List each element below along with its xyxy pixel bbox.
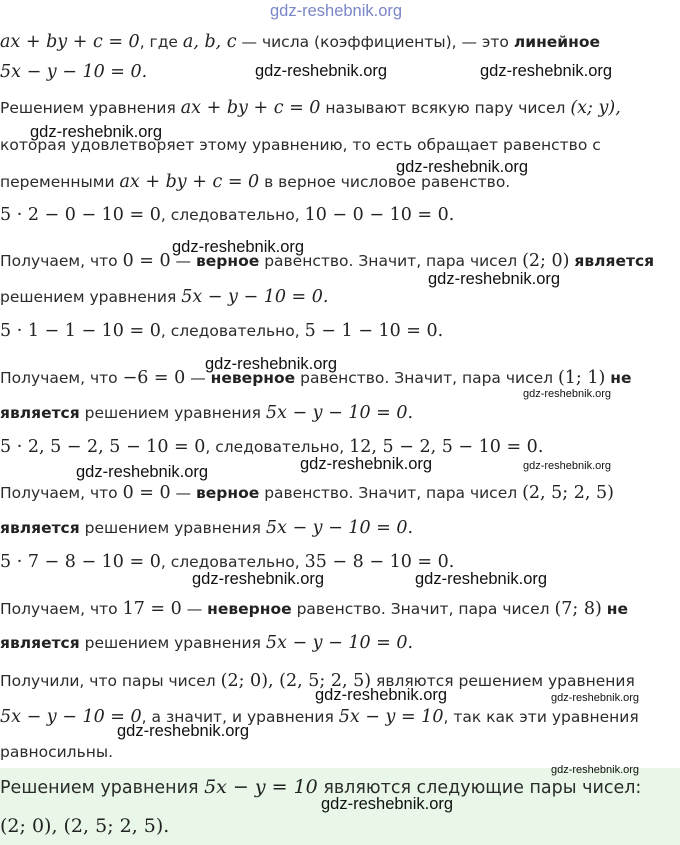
text: , следовательно, — [205, 438, 350, 456]
watermark: gdz-reshebnik.org — [30, 123, 163, 141]
result-eq: −6 = 0 — [122, 368, 186, 388]
watermark: gdz-reshebnik.org — [315, 686, 448, 704]
text: — — [185, 369, 211, 387]
general-equation: ax + by + c = 0 — [0, 32, 140, 52]
watermark: gdz-reshebnik.org — [117, 722, 250, 740]
pair: (7; 8) — [554, 599, 602, 619]
text: — числа (коэффициенты), — это — [236, 33, 514, 51]
solution-definition-line-1 — [0, 97, 621, 119]
text: , следовательно, — [160, 553, 305, 571]
text: — — [170, 252, 196, 270]
verdict: неверное — [210, 369, 296, 387]
calc-result: 5 − 1 − 10 = 0. — [304, 321, 444, 341]
text: равенство. Значит, пара чисел — [259, 484, 523, 502]
pair: (2; 0) — [522, 251, 570, 271]
result-eq: 17 = 0 — [122, 599, 182, 619]
watermark: gdz-reshebnik.org — [300, 455, 433, 473]
text: решением уравнения — [79, 519, 266, 537]
watermark: gdz-reshebnik.org — [523, 460, 612, 472]
status: не — [606, 600, 628, 618]
status: не — [610, 369, 632, 387]
pair: (1; 1) — [557, 368, 606, 388]
solution-definition-line-3 — [0, 171, 510, 193]
check-3-result — [0, 482, 614, 504]
watermark-top: gdz-reshebnik.org — [270, 2, 403, 20]
text: Получили, что пары чисел — [0, 672, 221, 690]
verdict: неверное — [207, 600, 292, 618]
text: Получаем, что — [0, 484, 123, 502]
equation: 5x − y − 10 = 0 — [0, 707, 142, 727]
watermark: gdz-reshebnik.org — [523, 388, 612, 400]
verdict: верное — [195, 252, 260, 270]
pair: (2, 5; 2, 5) — [522, 483, 614, 503]
coefficients: a, b, c — [182, 32, 237, 52]
definition-line-1 — [0, 31, 600, 53]
calc: 5 · 1 − 1 − 10 = 0 — [0, 321, 161, 341]
equation: 5x − y − 10 = 0. — [181, 287, 329, 307]
conclusion-line-2 — [0, 706, 639, 728]
text: Получаем, что — [0, 252, 123, 270]
text: которая удовлетворяет этому уравнению, то есть обращает равенство с — [0, 136, 601, 154]
watermark: gdz-reshebnik.org — [172, 238, 305, 256]
text: решением уравнения — [79, 404, 266, 422]
status: является — [0, 404, 80, 422]
watermark: gdz-reshebnik.org — [192, 570, 325, 588]
check-1-calc — [0, 204, 454, 226]
watermark: gdz-reshebnik.org — [205, 355, 338, 373]
answer-line-2 — [0, 815, 169, 838]
watermark: gdz-reshebnik.org — [480, 62, 613, 80]
check-2-result — [0, 367, 632, 389]
check-3-calc — [0, 436, 543, 458]
watermark: gdz-reshebnik.org — [321, 795, 454, 813]
equation: 5x − y − 10 = 0. — [265, 403, 414, 423]
text: решением уравнения — [0, 288, 182, 306]
watermark: gdz-reshebnik.org — [396, 158, 529, 176]
pairs: (2; 0), (2, 5; 2, 5) — [220, 671, 372, 691]
calc-result: 12, 5 − 2, 5 − 10 = 0. — [349, 437, 544, 457]
text: являются решением уравнения — [371, 672, 635, 690]
check-1-conclusion — [0, 286, 328, 308]
result-eq: 0 = 0 — [122, 251, 171, 271]
watermark: gdz-reshebnik.org — [428, 270, 561, 288]
equation: ax + by + c = 0 — [180, 98, 321, 118]
text: — — [170, 484, 196, 502]
result-eq: 0 = 0 — [122, 483, 171, 503]
status: является — [0, 519, 80, 537]
watermark: gdz-reshebnik.org — [255, 62, 388, 80]
check-3-conclusion — [0, 517, 413, 539]
text: , следовательно, — [160, 322, 305, 340]
pair: (x; y), — [570, 98, 621, 118]
text: , так как эти уравнения — [443, 708, 639, 726]
text: равенство. Значит, пара чисел — [295, 369, 558, 387]
text: в верное числовое равенство. — [259, 173, 511, 191]
check-1-result — [0, 250, 654, 272]
check-4-result — [0, 598, 628, 620]
calc: 5 · 7 − 8 − 10 = 0 — [0, 552, 161, 572]
text: , а значит, и уравнения — [141, 708, 339, 726]
watermark: gdz-reshebnik.org — [551, 692, 640, 704]
text: равенство. Значит, пара чисел — [291, 600, 555, 618]
equation: 5x − y − 10 = 0. — [265, 633, 414, 653]
text: равенство. Значит, пара чисел — [259, 252, 523, 270]
equation: ax + by + c = 0 — [119, 172, 260, 192]
check-2-conclusion — [0, 402, 413, 424]
text: Решением уравнения — [0, 99, 181, 117]
text: называют всякую пару чисел — [320, 99, 571, 117]
text: переменными — [0, 173, 120, 191]
text: Получаем, что — [0, 600, 123, 618]
equation: 5x − y = 10 — [338, 707, 444, 727]
verdict: верное — [195, 484, 260, 502]
status: является — [574, 252, 655, 270]
text: Решением уравнения — [0, 778, 205, 798]
calc: 5 · 2, 5 − 2, 5 − 10 = 0 — [0, 437, 206, 457]
definition-line-2 — [0, 61, 147, 83]
text: равносильны. — [0, 743, 114, 761]
calc-result: 35 − 8 − 10 = 0. — [304, 552, 455, 572]
check-2-calc — [0, 320, 443, 342]
status: является — [0, 634, 80, 652]
bold-term: линейное — [513, 33, 601, 51]
text: , следовательно, — [160, 206, 305, 224]
solution-definition-line-2 — [0, 134, 601, 156]
equation: 5x − y − 10 = 0. — [265, 518, 414, 538]
calc: 5 · 2 − 0 − 10 = 0 — [0, 205, 161, 225]
specific-equation: 5x − y − 10 = 0. — [0, 62, 148, 82]
watermark: gdz-reshebnik.org — [415, 570, 548, 588]
text: являются следующие пары чисел: — [317, 778, 642, 798]
text: — — [181, 600, 208, 618]
watermark: gdz-reshebnik.org — [76, 463, 209, 481]
text: Получаем, что — [0, 369, 123, 387]
conclusion-line-3 — [0, 741, 113, 763]
watermark: gdz-reshebnik.org — [551, 764, 640, 776]
calc-result: 10 − 0 − 10 = 0. — [304, 205, 455, 225]
answer-pairs: (2; 0), (2, 5; 2, 5). — [0, 815, 170, 837]
equation: 5x − y = 10 — [204, 776, 318, 798]
text: , где — [139, 33, 183, 51]
check-4-conclusion — [0, 632, 413, 654]
text: решением уравнения — [79, 634, 266, 652]
